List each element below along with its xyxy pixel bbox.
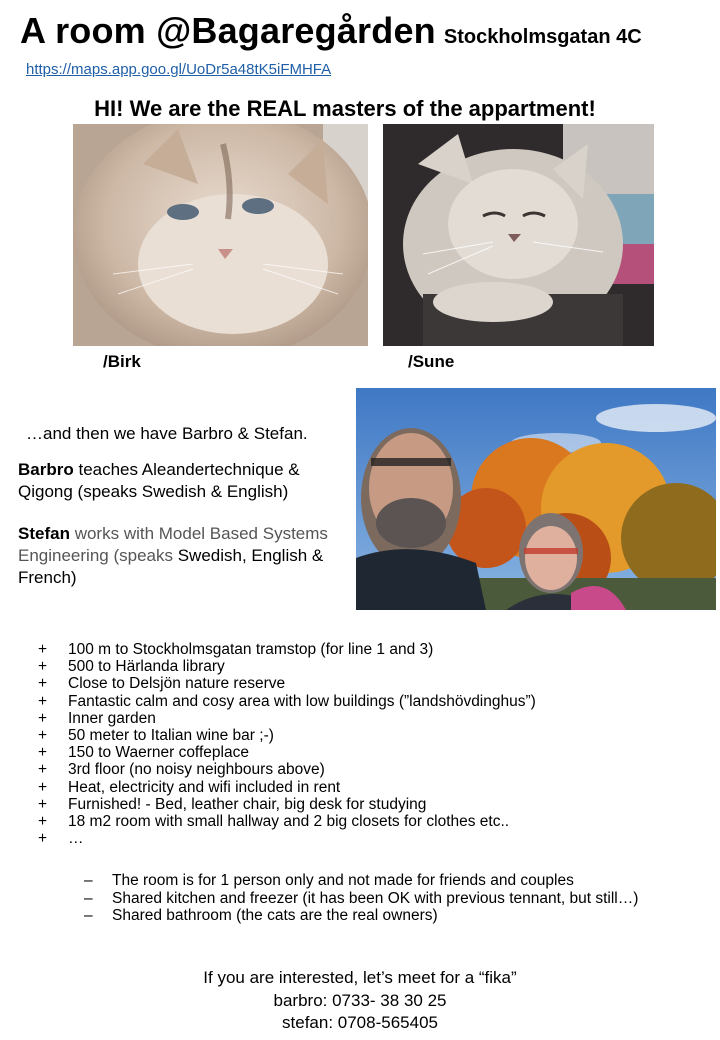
list-item <box>38 830 536 847</box>
list-item-text: 3rd floor (no noisy neighbours above) <box>68 761 325 779</box>
list-item <box>38 727 536 744</box>
bullet-marker: + <box>38 795 48 813</box>
list-item <box>38 761 536 778</box>
list-item <box>38 641 536 658</box>
bullet-marker: + <box>38 744 48 762</box>
note-text: The room is for 1 person only and not made for friends and couples <box>112 872 574 889</box>
list-item <box>38 779 536 796</box>
stefan-name: Stefan <box>18 524 70 543</box>
list-item <box>38 693 536 710</box>
stefan-paragraph <box>18 523 350 589</box>
note-text: Shared kitchen and freezer (it has been OK with previous tennant, but still…) <box>112 889 639 907</box>
notes-list <box>84 872 638 925</box>
list-item-text: 50 meter to Italian wine bar ;-) <box>68 727 274 745</box>
list-item-text: 500 to Härlanda library <box>68 658 225 676</box>
contact-block <box>0 967 720 1035</box>
birk-caption: /Birk <box>103 352 141 371</box>
list-item <box>38 796 536 813</box>
bullet-marker: + <box>38 830 48 848</box>
list-item <box>38 744 536 761</box>
list-item-text: 100 m to Stockholmsgatan tramstop (for line 1 and 3) <box>68 641 434 658</box>
contact-invite: If you are interested, let’s meet for a “fika” <box>203 968 517 987</box>
barbro-paragraph <box>18 459 350 503</box>
list-item-text: Close to Delsjön nature reserve <box>68 675 286 693</box>
sune-caption: /Sune <box>408 352 455 371</box>
dash-marker: – <box>84 889 93 907</box>
bullet-marker: + <box>38 658 48 676</box>
list-item <box>38 675 536 692</box>
barbro-name: Barbro <box>18 460 74 479</box>
note-item <box>84 907 638 925</box>
map-link[interactable]: https://maps.app.goo.gl/UoDr5a48tK5iFMHFA <box>26 61 332 78</box>
list-item-text: … <box>68 830 84 848</box>
features-list <box>38 641 536 847</box>
note-item <box>84 890 638 908</box>
stefan-text-a: works with Model Based Systems Engineering (speaks <box>18 524 328 565</box>
bullet-marker: + <box>38 813 48 831</box>
bullet-marker: + <box>38 641 48 658</box>
contact-barbro-phone: barbro: 0733- 38 30 25 <box>273 990 447 1010</box>
address-text: Stockholmsgatan 4C <box>443 26 642 48</box>
list-item <box>38 658 536 675</box>
list-item-text: 150 to Waerner coffeplace <box>68 744 249 762</box>
contact-stefan-phone: stefan: 0708-565405 <box>282 1013 438 1032</box>
list-item-text: Inner garden <box>68 709 156 727</box>
dash-marker: – <box>84 907 93 924</box>
bullet-marker: + <box>38 727 48 745</box>
title-text: A room @Bagaregården <box>20 10 436 51</box>
list-item-text: 18 m2 room with small hallway and 2 big closets for clothes etc.. <box>68 813 510 831</box>
dash-marker: – <box>84 872 93 889</box>
list-item-text: Heat, electricity and wifi included in rent <box>68 778 341 796</box>
headline: HI! We are the REAL masters of the appartment! <box>94 96 596 121</box>
bullet-marker: + <box>38 778 48 796</box>
list-item-text: Furnished! - Bed, leather chair, big desk for studying <box>68 795 427 813</box>
list-item <box>38 710 536 727</box>
note-item <box>84 872 638 890</box>
birk-cat-photo <box>73 124 368 346</box>
list-item-text: Fantastic calm and cosy area with low buildings (”landshövdinghus”) <box>68 692 536 710</box>
sune-cat-photo <box>383 124 654 346</box>
owners-photo <box>356 388 716 610</box>
barbro-text: teaches Aleandertechnique & Qigong (speaks Swedish & English) <box>18 460 300 501</box>
owners-intro: …and then we have Barbro & Stefan. <box>26 424 308 443</box>
stefan-text-b: Swedish, English & French) <box>18 546 324 587</box>
bullet-marker: + <box>38 675 48 693</box>
list-item <box>38 813 536 830</box>
bullet-marker: + <box>38 761 48 779</box>
note-text: Shared bathroom (the cats are the real owners) <box>112 907 438 924</box>
bullet-marker: + <box>38 692 48 710</box>
page-title <box>20 10 642 52</box>
bullet-marker: + <box>38 709 48 727</box>
